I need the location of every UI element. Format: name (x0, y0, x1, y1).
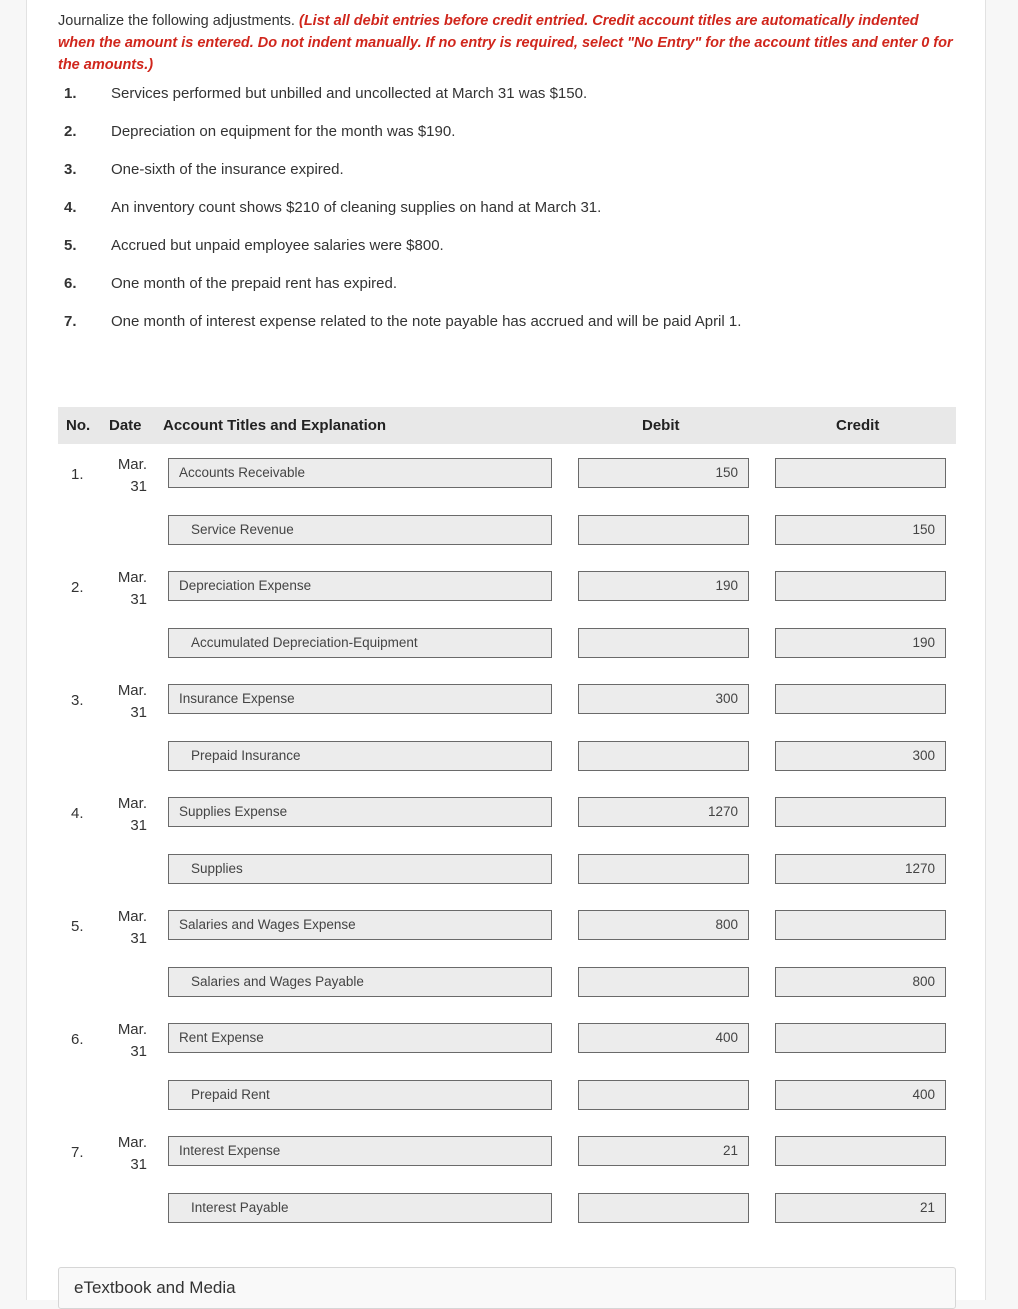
credit-account-field[interactable]: Prepaid Insurance (168, 741, 552, 771)
credit-amount-field[interactable]: 150 (775, 515, 946, 545)
credit-amount-field[interactable] (775, 458, 946, 488)
header-date: Date (109, 417, 142, 434)
credit-amount-field[interactable] (775, 797, 946, 827)
entry-date (107, 454, 147, 498)
debit-amount-field[interactable]: 150 (578, 458, 749, 488)
credit-amount-field[interactable]: 300 (775, 741, 946, 771)
debit-account-field[interactable]: Rent Expense (168, 1023, 552, 1053)
adjustment-number: 5. (64, 237, 77, 254)
entry-date (107, 1132, 147, 1176)
debit-amount-field[interactable]: 400 (578, 1023, 749, 1053)
adjustment-text: An inventory count shows $210 of cleaning supplies on hand at March 31. (111, 199, 602, 216)
debit-amount-field[interactable]: 300 (578, 684, 749, 714)
etextbook-panel[interactable] (58, 1267, 956, 1309)
adjustment-number: 7. (64, 313, 77, 330)
entry-day: 31 (130, 1156, 147, 1173)
entry-number: 1. (71, 466, 84, 483)
entry-number: 2. (71, 579, 84, 596)
adjustment-number: 2. (64, 123, 77, 140)
entry-month: Mar. (117, 1021, 147, 1038)
debit-account-field[interactable]: Accounts Receivable (168, 458, 552, 488)
entry-month: Mar. (117, 1134, 147, 1151)
entry-month: Mar. (117, 569, 147, 586)
credit-amount-field[interactable] (775, 571, 946, 601)
debit-account-field[interactable]: Depreciation Expense (168, 571, 552, 601)
entry-day: 31 (130, 817, 147, 834)
adjustment-text: One-sixth of the insurance expired. (111, 161, 344, 178)
debit-amount-field[interactable]: 190 (578, 571, 749, 601)
adjustment-number: 1. (64, 85, 77, 102)
entry-day: 31 (130, 591, 147, 608)
entry-date (107, 680, 147, 724)
entry-date (107, 1019, 147, 1063)
entry-month: Mar. (117, 456, 147, 473)
entry-number: 3. (71, 692, 84, 709)
credit-account-field[interactable]: Prepaid Rent (168, 1080, 552, 1110)
adjustment-number: 6. (64, 275, 77, 292)
entry-month: Mar. (117, 908, 147, 925)
debit-account-field[interactable]: Supplies Expense (168, 797, 552, 827)
debit-account-field[interactable]: Insurance Expense (168, 684, 552, 714)
header-account: Account Titles and Explanation (163, 417, 387, 434)
debit-amount-field[interactable]: 1270 (578, 797, 749, 827)
credit-amount-field[interactable]: 190 (775, 628, 946, 658)
entry-number: 6. (71, 1031, 84, 1048)
entry-day: 31 (130, 930, 147, 947)
credit-amount-field[interactable]: 21 (775, 1193, 946, 1223)
debit-amount-field[interactable] (578, 1193, 749, 1223)
debit-amount-field[interactable] (578, 1080, 749, 1110)
entry-number: 7. (71, 1144, 84, 1161)
debit-account-field[interactable]: Salaries and Wages Expense (168, 910, 552, 940)
entry-day: 31 (130, 704, 147, 721)
credit-account-field[interactable]: Service Revenue (168, 515, 552, 545)
credit-amount-field[interactable]: 800 (775, 967, 946, 997)
adjustment-text: Services performed but unbilled and uncollected at March 31 was $150. (111, 85, 588, 102)
adjustment-text: Accrued but unpaid employee salaries were $800. (111, 237, 444, 254)
etextbook-label: eTextbook and Media (74, 1278, 236, 1297)
credit-amount-field[interactable]: 1270 (775, 854, 946, 884)
instructions-lead: Journalize the following adjustments. (58, 13, 295, 29)
adjustment-text: One month of interest expense related to the note payable has accrued and will be paid April 1. (111, 313, 742, 330)
credit-amount-field[interactable]: 400 (775, 1080, 946, 1110)
debit-amount-field[interactable] (578, 515, 749, 545)
credit-amount-field[interactable] (775, 910, 946, 940)
debit-amount-field[interactable] (578, 854, 749, 884)
instructions (58, 10, 958, 76)
adjustment-text: Depreciation on equipment for the month was $190. (111, 123, 456, 140)
credit-amount-field[interactable] (775, 1023, 946, 1053)
entry-day: 31 (130, 1043, 147, 1060)
journal-table-header (58, 407, 956, 444)
header-debit: Debit (642, 417, 680, 434)
instructions-note: (List all debit entries before credit entried. Credit account titles are automatically indented when the amount is entered. Do not indent manually. If no entry is required, select "No Entry" for the account titles and enter 0 for the amounts.) (58, 13, 953, 73)
entry-date (107, 906, 147, 950)
entry-date (107, 793, 147, 837)
entry-number: 5. (71, 918, 84, 935)
entry-month: Mar. (117, 682, 147, 699)
credit-amount-field[interactable] (775, 1136, 946, 1166)
debit-amount-field[interactable] (578, 741, 749, 771)
debit-amount-field[interactable]: 21 (578, 1136, 749, 1166)
adjustment-text: One month of the prepaid rent has expired. (111, 275, 398, 292)
credit-account-field[interactable]: Accumulated Depreciation-Equipment (168, 628, 552, 658)
debit-account-field[interactable]: Interest Expense (168, 1136, 552, 1166)
credit-amount-field[interactable] (775, 684, 946, 714)
adjustment-number: 4. (64, 199, 77, 216)
debit-amount-field[interactable] (578, 628, 749, 658)
adjustment-number: 3. (64, 161, 77, 178)
header-credit: Credit (836, 417, 880, 434)
credit-account-field[interactable]: Salaries and Wages Payable (168, 967, 552, 997)
debit-amount-field[interactable]: 800 (578, 910, 749, 940)
header-no: No. (66, 417, 91, 434)
entry-month: Mar. (117, 795, 147, 812)
entry-day: 31 (130, 478, 147, 495)
entry-date (107, 567, 147, 611)
credit-account-field[interactable]: Supplies (168, 854, 552, 884)
debit-amount-field[interactable] (578, 967, 749, 997)
question-panel (26, 0, 986, 1300)
entry-number: 4. (71, 805, 84, 822)
credit-account-field[interactable]: Interest Payable (168, 1193, 552, 1223)
